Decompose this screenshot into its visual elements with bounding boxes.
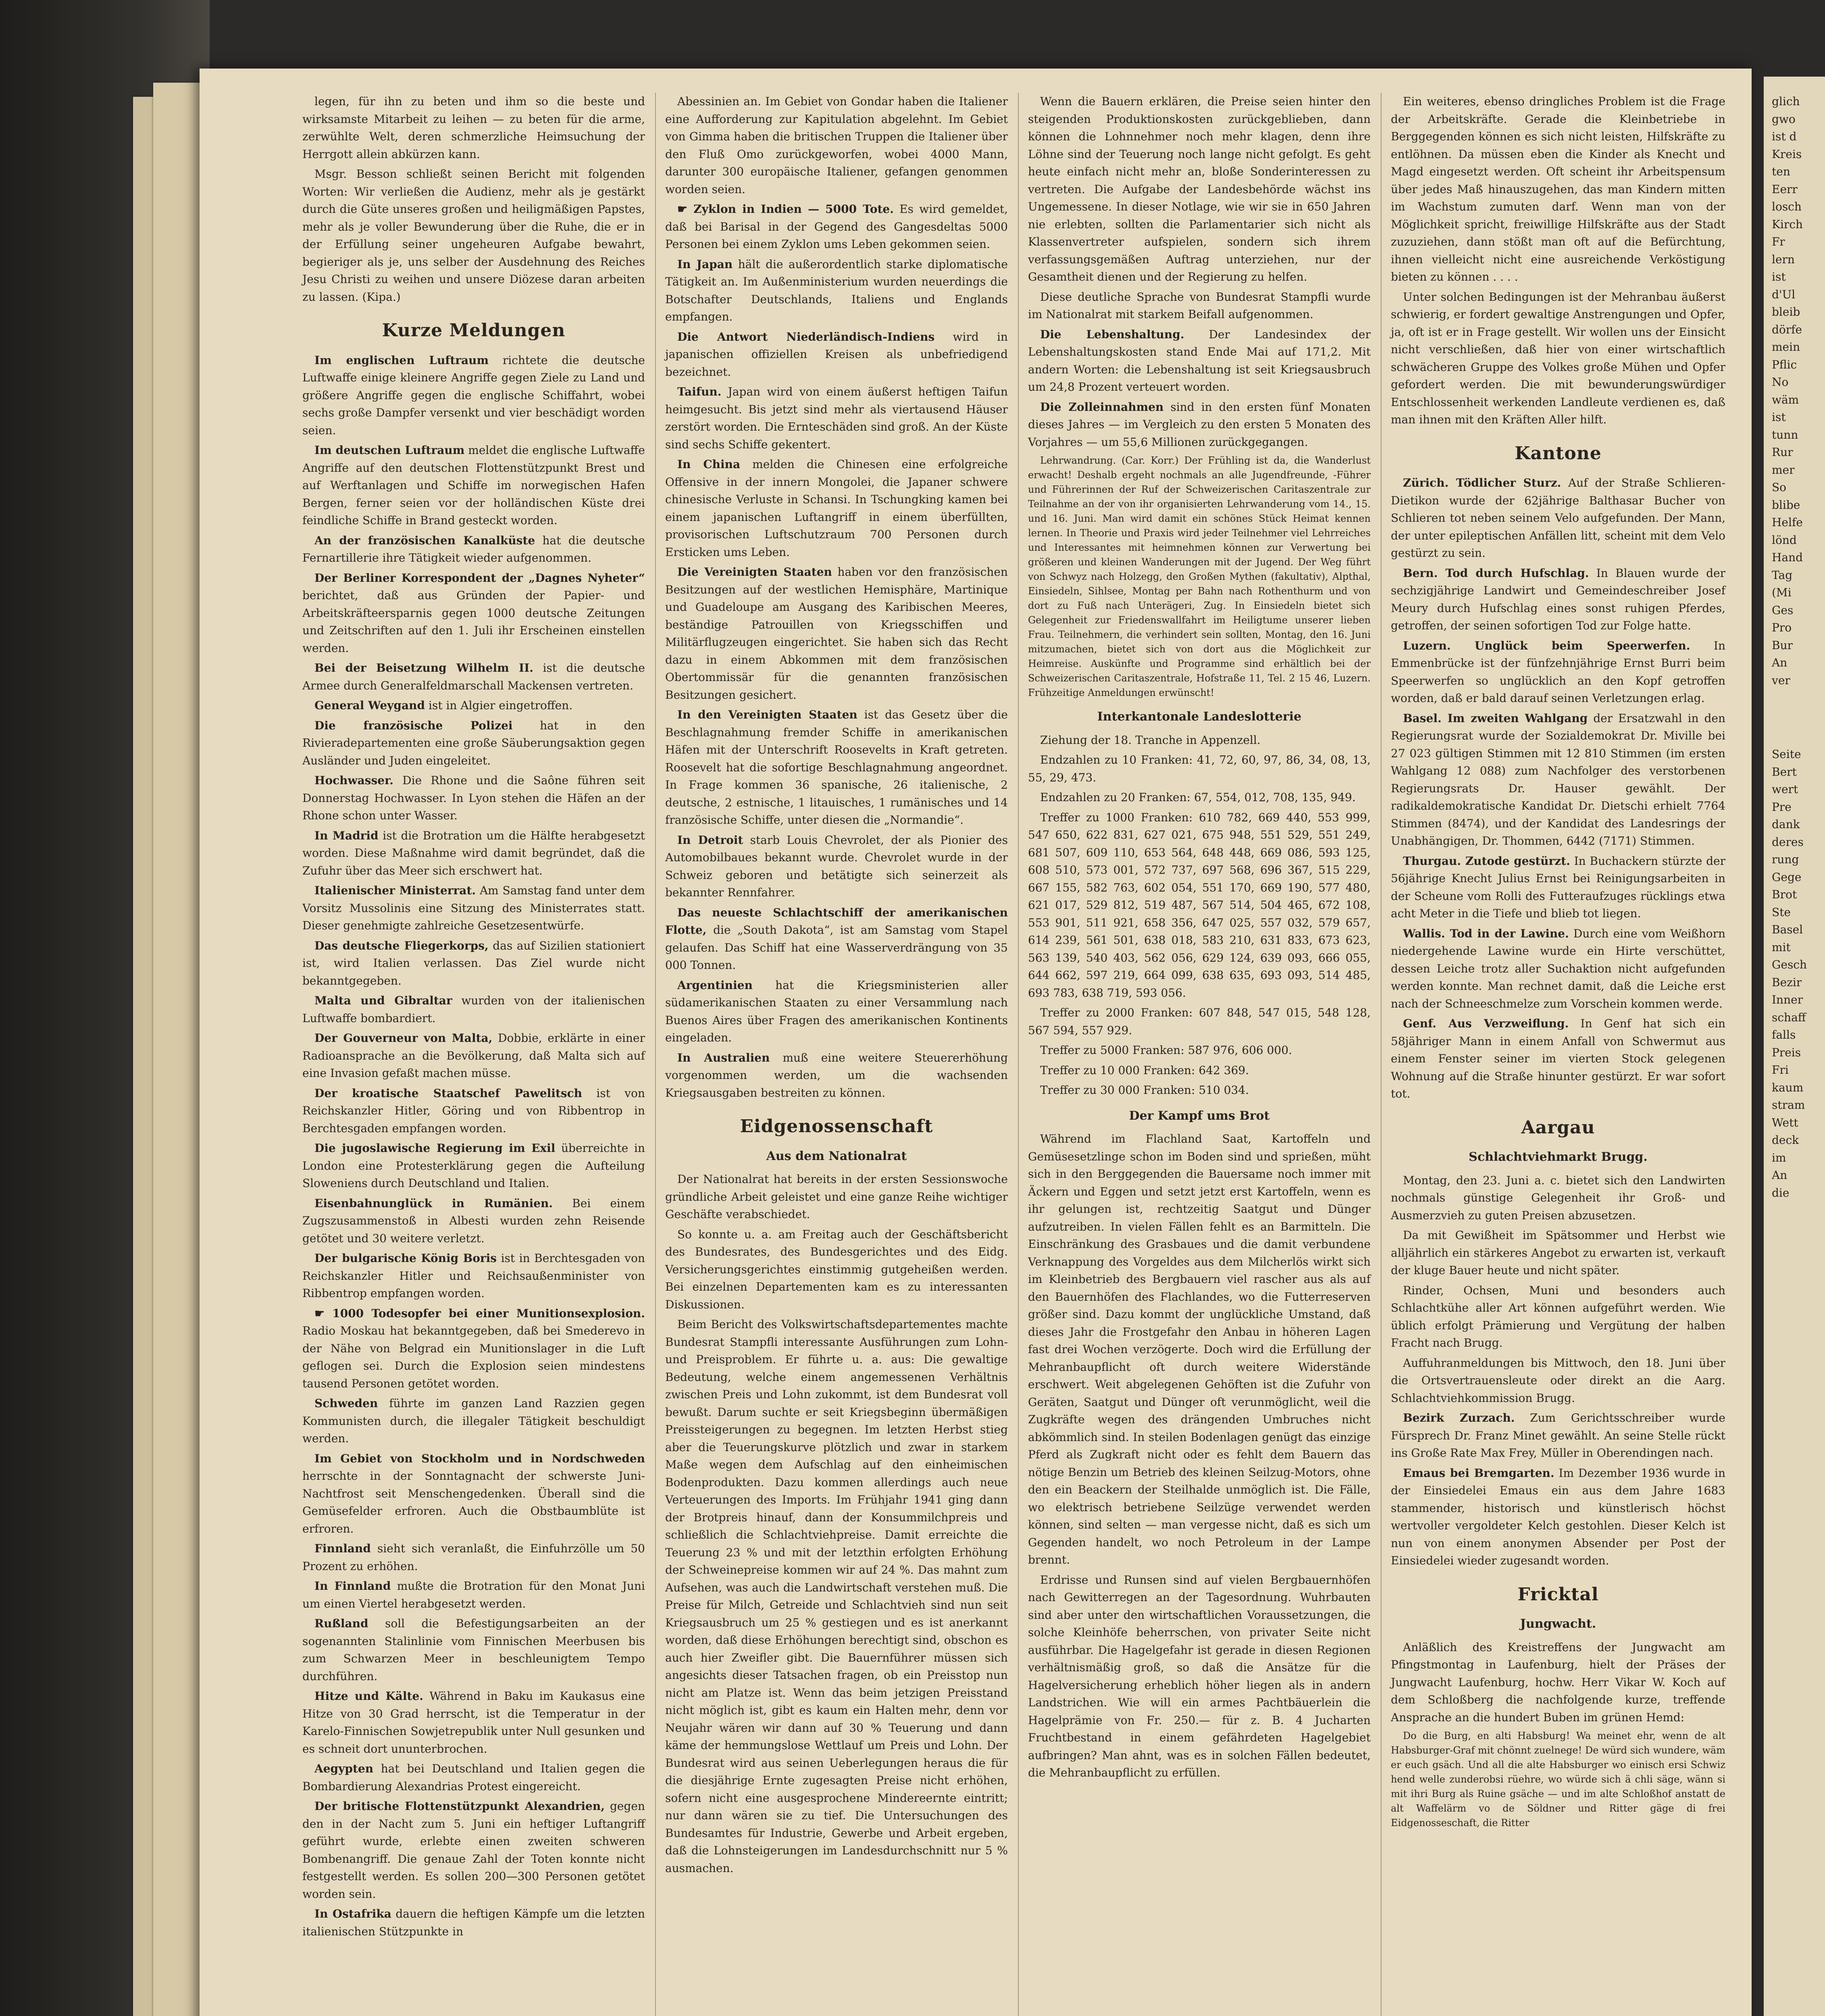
article-paragraph: Erdrisse und Runsen sind auf vielen Bergbauernhöfen nach Gewitterregen an der Tagesordnung. Wuhrbauten sind aber unter den wirtschaftlichen Voraussetzungen, die solche Kleinhöfe beherrschen, von privater Seite nicht ausführbar. Die Hagelgefahr ist gerade in diesen Regionen verhältnismäßig groß, so daß die Ansätze für die Hagelversicherung erheblich höher liegen als in andern Landstrichen. Wie will ein armes Pachtbäuerlein die Hagelprämie von Fr. 250.— für z. B. 4 Jucharten Fruchtbestand in einem gefährdeten Hagelgebiet aufbringen? Man ahnt, was es in solchen Fällen bedeutet, die Mehranbaupflicht zu erfüllen. — [1028, 1573, 1371, 1779]
news-item — [1391, 852, 1725, 923]
article-paragraph: Lehrwandrung. (Car. Korr.) Der Frühling ist da, die Wanderlust erwacht! Deshalb ergeht nochmals an alle Jugendfreunde, -Führer und Führerinnen der Ruf der Schweizerischen Caritaszentrale zur Teilnahme an der von ihr organisierten Lehrwanderung vom 14., 15. und 16. Juni. Man wird damit ein schönes Stück Heimat kennen lernen. In Theorie und Praxis wird jeder Teilnehmer viel Lehrreiches und Interessantes mit heimnehmen können zur Verwertung bei größeren und kleinen Wanderungen mit der Jugend. Der Weg führt von Schwyz nach Holzegg, den Großen Mythen (fakultativ), Alpthal, Einsiedeln, Sihlsee, Montag per Bahn nach Rothenthurm und von dort zu Fuß nach Unterägeri, Zug. In Einsiedeln bietet sich Gelegenheit zur Friedenswallfahrt im Heiligtume unserer lieben Frau. Teilnehmern, die verhindert sein sollten, Montag, den 16. Juni mitzumachen, bietet sich von dort aus die Möglichkeit zur Heimreise. Auskünfte und Programme sind erhältlich bei der Schweizerischen Caritaszentrale, Hofstraße 11, Tel. 2 15 46, Luzern. Frühzeitige Anmeldungen erwünscht! — [1028, 455, 1371, 698]
news-item — [302, 1395, 645, 1447]
news-item — [302, 1905, 645, 1940]
news-item-text: hat in den Rivieradepartementen eine große Säuberungsaktion gegen Ausländer und Juden eingeleitet. — [302, 719, 645, 767]
news-item-text: muß eine weitere Steuererhöhung vorgenommen werden, um die wachsenden Kriegsausgaben bestreiten zu können. — [665, 1051, 1008, 1100]
lottery-line: Treffer zu 30 000 Franken: 510 034. — [1040, 1083, 1249, 1097]
article-paragraph: legen, für ihn zu beten und ihm so die beste und wirksamste Mitarbeit zu leihen — zu beten für die arme, zerwühlte Welt, deren schmerzliche Heimsuchung der Herrgott allein abkürzen kann. — [302, 95, 645, 161]
news-item — [302, 937, 645, 990]
page-edge — [153, 83, 206, 2016]
news-item — [302, 532, 645, 567]
article-paragraph: Montag, den 23. Juni a. c. bietet sich den Landwirten nochmals günstige Gelegenheit ihr Groß- und Ausmerzvieh zu guten Preisen abzusetzen. — [1391, 1173, 1725, 1222]
next-page-line: Kreis — [1772, 147, 1802, 161]
news-item — [1391, 1015, 1725, 1103]
news-item-lead: Die Antwort Niederländisch-Indiens — [677, 330, 935, 344]
news-item-text: wird in japanischen offiziellen Kreisen als unbefriedigend bezeichnet. — [665, 330, 1008, 379]
next-page-text — [1764, 689, 1825, 1202]
next-page-line: schaff — [1772, 1010, 1806, 1024]
news-item — [1391, 710, 1725, 850]
news-item-lead: Der bulgarische König Boris — [314, 1252, 497, 1265]
next-page-line: rung — [1772, 853, 1799, 866]
news-item-lead: General Weygand — [314, 699, 425, 712]
news-list — [1391, 474, 1725, 1103]
news-item-lead: In den Vereinigten Staaten — [677, 708, 857, 721]
article-paragraph: Diese deutliche Sprache von Bundesrat Stampfli wurde im Nationalrat mit starkem Beifall aufgenommen. — [1028, 290, 1371, 321]
news-item — [1391, 1409, 1725, 1462]
column-rule — [1018, 93, 1019, 2016]
news-item-lead: Die Lebenshaltung. — [1040, 327, 1184, 341]
news-item-text: hat die deutsche Fernartillerie ihre Tätigkeit wieder aufgenommen. — [302, 533, 645, 564]
news-item-text: Die Rhone und die Saône führen seit Donnerstag Hochwasser. In Lyon stehen die Häfen an der Rhone schon unter Wasser. — [302, 774, 645, 822]
news-list — [1028, 326, 1371, 451]
news-item — [665, 706, 1008, 829]
news-item-text: gegen den in der Nacht zum 5. Juni ein heftiger Luftangriff geführt wurde, erlebte einen zweiten schweren Bombenangriff. Die genaue Zahl der Toten konnte nicht festgestellt werden. Es sollen 200—300 Personen getötet worden sein. — [302, 1799, 645, 1901]
news-item — [302, 659, 645, 694]
news-item — [302, 697, 645, 714]
news-item — [302, 1305, 645, 1393]
news-item — [302, 569, 645, 657]
news-item-lead: In Ostafrika — [314, 1907, 391, 1920]
news-item — [665, 831, 1008, 902]
news-item-text: Durch eine vom Weißhorn niedergehende Lawine wurde ein Hirte verschüttet, dessen Leiche trotz aller Suchaktion nicht aufgefunden werden konnte. Man rechnet damit, daß die Leiche erst nach der Schneeschmelze zum Vorschein kommen werde. — [1391, 927, 1725, 1010]
news-item-text: die „South Dakota“, ist am Samstag vom Stapel gelaufen. Das Schiff hat eine Wasserverdrängung von 35 000 Tonnen. — [665, 923, 1008, 972]
lottery-line: Treffer zu 10 000 Franken: 642 369. — [1040, 1063, 1249, 1077]
news-item-lead: Hochwasser. — [314, 774, 394, 787]
next-page-line: d'Ul — [1772, 287, 1796, 301]
next-page-line: No — [1772, 375, 1789, 389]
news-item — [302, 1029, 645, 1082]
news-item-lead: Die jugoslawische Regierung im Exil — [314, 1141, 556, 1155]
next-page-line: Fri — [1772, 1063, 1789, 1077]
next-page-line: tunn — [1772, 428, 1798, 442]
next-page-line: glich — [1772, 95, 1800, 108]
news-item-lead: In Japan — [677, 257, 733, 271]
news-item-text: mußte die Brotration für den Monat Juni um einen Viertel herabgesetzt werden. — [302, 1579, 645, 1610]
news-item-lead: In Australien — [677, 1051, 770, 1064]
next-page-line: Bezir — [1772, 975, 1802, 989]
news-item-lead: Thurgau. Zutode gestürzt. — [1403, 854, 1570, 868]
next-page-line: ver — [1772, 673, 1790, 687]
news-item — [665, 256, 1008, 326]
news-item-text: richtete die deutsche Luftwaffe einige kleinere Angriffe gegen Ziele zu Land und größere Angriffe gegen die englische Schiffahrt, wobei sechs große Dampfer versenkt und vier beschädigt worden seien. — [302, 353, 645, 437]
lottery-line: Endzahlen zu 20 Franken: 67, 554, 012, 708, 135, 949. — [1040, 791, 1356, 804]
article-paragraph: Rinder, Ochsen, Muni und besonders auch Schlachtkühe aller Art können aufgeführt werden. Wie üblich erfolgt Prämierung und Vergütung der halben Fracht nach Brugg. — [1391, 1283, 1725, 1350]
article-paragraph: Anläßlich des Kreistreffens der Jungwacht am Pfingstmontag in Laufenburg, hielt der Präses der Jungwacht Laufenburg, hochw. Herr Vikar W. Koch auf dem Schloßberg die nachfolgende kurze, treffende Ansprache an die hundert Buben im grünen Hemd: — [1391, 1640, 1725, 1724]
article-paragraph: Wenn die Bauern erklären, die Preise seien hinter den steigenden Produktionskosten zurückgeblieben, dann können die Lohnnehmer noch mehr klagen, denn ihre Löhne sind der Teuerung noch lange nicht gefolgt. Es geht heute einfach nicht mehr an, bloße Sonderinteressen zu vertreten. Die Aufgabe der Landesbehörde wächst ins Ungemessene. In dieser Notlage, wie wir sie in 650 Jahren nie erlebten, sollten die Parlamentarier sich nicht als Klassenvertreter aufspielen, sondern sich ihrem verfassungsgemäßen Auftrag unterziehen, nur der Gesamtheit dienen und der Regierung zu helfen. — [1028, 95, 1371, 283]
section-heading: Kantone — [1515, 443, 1602, 464]
news-item-text: dauern die heftigen Kämpfe um die letzten italienischen Stützpunkte in — [302, 1907, 645, 1938]
article-paragraph: Unter solchen Bedingungen ist der Mehranbau äußerst schwierig, er fordert gewaltige Anstrengungen und Opfer, ja, oft ist er in Frage gestellt. Wir wollen uns der Einsicht nicht verschließen, daß hier von einer wirtschaftlich schwächeren Gruppe des Volkes große Mühen und Opfer gefordert werden. Die mit bewunderungswürdiger Entschlossenheit werkenden Landleute verdienen es, daß man ihnen mit den Kräften Aller hilft. — [1391, 290, 1725, 426]
news-item — [302, 1250, 645, 1302]
news-item-lead: In Finnland — [314, 1579, 391, 1593]
news-item-lead: ☛ 1000 Todesopfer bei einer Munitionsexplosion. — [314, 1306, 645, 1320]
lottery-line: Ziehung der 18. Tranche in Appenzell. — [1040, 733, 1261, 747]
news-item-text: hält die außerordentlich starke diplomatische Tätigkeit an. Im Außenministerium wurden neuerdings die Botschafter Deutschlands, Italiens und Englands empfangen. — [665, 257, 1008, 323]
news-item-lead: Aegypten — [314, 1762, 374, 1775]
news-list — [302, 352, 645, 1941]
next-page-line: Preis — [1772, 1045, 1801, 1059]
subheading: Interkantonale Landeslotterie — [1097, 710, 1302, 724]
news-item-lead: Bezirk Zurzach. — [1403, 1411, 1515, 1425]
news-item-lead: Malta und Gibraltar — [314, 994, 452, 1007]
news-item-text: Abessinien an. Im Gebiet von Gondar haben die Italiener eine Aufforderung zur Kapitulation abgelehnt. Im Gebiet von Gimma haben die britischen Truppen die Italiener über den Fluß Omo zurückgeworfen, wobei 4000 Mann, darunter 300 europäische Italiener, gefangen genommen worden seien. — [665, 95, 1008, 196]
news-list — [1391, 1409, 1725, 1570]
lottery-results — [1028, 731, 1371, 1099]
news-item — [1391, 925, 1725, 1013]
news-item-lead: Die Zolleinnahmen — [1040, 400, 1164, 414]
news-item-text: starb Louis Chevrolet, der als Pionier des Automobilbaues bekannt wurde. Chevrolet wurde in der Schweiz geboren und betätigte sich seinerzeit als bekannter Rennfahrer. — [665, 833, 1008, 899]
news-item-text: ist von Reichskanzler Hitler, Göring und von Ribbentrop in Berchtesgaden empfangen worden. — [302, 1086, 645, 1135]
next-page-line: An — [1772, 1168, 1788, 1182]
next-page-line: An — [1772, 656, 1788, 669]
news-item — [665, 200, 1008, 253]
news-item-text: wurden von der italienischen Luftwaffe bombardiert. — [302, 994, 645, 1025]
next-page-line: Rur — [1772, 446, 1793, 459]
lottery-line: Treffer zu 5000 Franken: 587 976, 606 000. — [1040, 1043, 1292, 1057]
next-page-line: Pflic — [1772, 358, 1797, 371]
news-item-text: In Genf hat sich ein 58jähriger Mann in einem Anfall von Schwermut aus einem Fenster seiner im vierten Stock gelegenen Wohnung auf die Straße hinunter gestürzt. Er war sofort tot. — [1391, 1017, 1725, 1100]
news-item-lead: Genf. Aus Verzweiflung. — [1403, 1017, 1569, 1030]
news-list — [665, 93, 1008, 1102]
section-heading: Aargau — [1521, 1117, 1595, 1138]
subheading: Der Kampf ums Brot — [1129, 1108, 1270, 1123]
next-page-line: lern — [1772, 252, 1795, 266]
news-item — [302, 827, 645, 880]
news-item-text: ist die deutsche Armee durch Generalfeldmarschall Mackensen vertreten. — [302, 661, 645, 692]
news-item-lead: Der Berliner Korrespondent der „Dagnes Nyheter“ — [314, 571, 645, 585]
news-item-lead: Das neueste Schlachtschiff der amerikanischen Flotte, — [665, 906, 1008, 937]
news-item-lead: Finnland — [314, 1542, 371, 1555]
news-item — [665, 93, 1008, 198]
next-page-text — [1764, 77, 1825, 689]
news-item-text: Dobbie, erklärte in einer Radioansprache an die Bevölkerung, daß Malta sich auf eine Invasion gefaßt machen müsse. — [302, 1031, 645, 1080]
next-page-line: Bur — [1772, 638, 1793, 652]
news-item-lead: Der Gouverneur von Malta, — [314, 1031, 493, 1045]
news-item — [302, 1577, 645, 1612]
next-page-line: Basel — [1772, 923, 1803, 936]
news-item-text: ist in Berchtesgaden von Reichskanzler Hitler und Reichsaußenminister von Ribbentrop empfangen worden. — [302, 1252, 645, 1300]
news-item — [665, 1049, 1008, 1102]
news-item-text: Auf der Straße Schlieren-Dietikon wurde der 62jährige Balthasar Bucher von Schlieren tot neben seinem Velo aufgefunden. Der Mann, der unter epileptischen Anfällen litt, scheint mit dem Velo gestürzt zu sein. — [1391, 476, 1725, 560]
news-item-lead: Im Gebiet von Stockholm und in Nordschweden — [314, 1452, 645, 1465]
article-paragraph: Der Nationalrat hat bereits in der ersten Sessionswoche gründliche Arbeit geleistet und eine ganze Reihe wichtiger Geschäfte verabschiedet. — [665, 1173, 1008, 1221]
news-item — [302, 1760, 645, 1795]
news-item-lead: Bei der Beisetzung Wilhelm II. — [314, 661, 534, 675]
next-page-line: falls — [1772, 1028, 1796, 1041]
news-item — [1391, 564, 1725, 635]
article-paragraph: Während im Flachland Saat, Kartoffeln und Gemüsesetzlinge schon im Boden sind und sprießen, müht sich in den Berggegenden die Bauersame noch immer mit Äckern und Eggen und setzt jetzt erst Kartoffeln, wenn es ihr gelungen ist, rechtzeitig Saatgut und Dünger aufzutreiben. In vielen Fällen fehlt es an Barmitteln. Die Einschränkung des Grasbaues und die damit verbundene Verknappung des Vorgeldes aus dem Milcherlös wirkt sich im Kleinbetrieb des Bergbauern viel rascher aus als auf den Bauernhöfen des Flachlandes, wo die Futterreserven größer sind. Dazu kommt der unglückliche Umstand, daß dieses Jahr die Frostgefahr den Anbau in höheren Lagen fast drei Wochen verzögerte. Doch wird die Erfüllung der Mehranbaupflicht oft durch weitere Widerstände erschwert. Weit abgelegenen Gehöften ist die Zufuhr von Geräten, Saatgut und Dünger oft verunmöglicht, weil die Zugkräfte wegen des drängenden Umbruches nicht abkömmlich sind. In steilen Bodenlagen genügt das einzige Pferd als Zugkraft nicht oder es fehlt dem Bauern das nötige Benzin um Betrieb des kleinen Seilzug-Motors, ohne den ein Beackern der Steilhalde unmöglich ist. Die Fälle, wo elektrisch betriebene Seilzüge verwendet werden können, sind selten — man vergesse nicht, daß es sich um Gegenden handelt, wo noch Petroleum in der Lampe brennt. — [1028, 1132, 1371, 1566]
news-item-text: In Buchackern stürzte der 56jährige Knecht Julius Ernst bei Reinigungsarbeiten in der Scheune vom Rolli des Futteraufzuges rücklings etwa acht Meter in die Tiefe und blieb tot liegen. — [1391, 854, 1725, 920]
news-item-lead: Schweden — [314, 1397, 378, 1410]
next-page-line: Kirch — [1772, 217, 1803, 231]
next-page-line: Bert — [1772, 765, 1797, 779]
article-paragraph: Ein weiteres, ebenso dringliches Problem ist die Frage der Arbeitskräfte. Gerade die Kleinbetriebe in Berggegenden können es sich nicht leisten, Hilfskräfte zu entlöhnen. Da müssen eben die Kinder als Knecht und Magd eingesetzt werden. Oft scheint ihr Arbeitspensum über jedes Maß hinauszugehen, das man Kindern mitten im Wachstum zumuten darf. Wenn man von der Möglichkeit spricht, freiwillige Hilfskräfte aus der Stadt zuzuziehen, dann stößt man oft auf die Befürchtung, ihnen vielleicht nicht eine ausreichende Verköstigung bieten zu können . . . . — [1391, 95, 1725, 283]
next-page-line: Wett — [1772, 1116, 1798, 1129]
news-item — [302, 1540, 645, 1575]
subheading: Jungwacht. — [1520, 1617, 1596, 1631]
news-item — [1391, 1464, 1725, 1570]
news-item — [302, 1615, 645, 1685]
news-item-text: ist die Brotration um die Hälfte herabgesetzt worden. Diese Maßnahme wird damit begründet, daß die Zufuhr über das Meer sich erschwert hat. — [302, 829, 645, 877]
next-page-line: dank — [1772, 818, 1800, 831]
news-item-text: In Blauen wurde der sechzigjährige Landwirt und Gemeindeschreiber Josef Meury durch Hufschlag eines sonst ruhigen Pferdes, getroffen, der seinen sofortigen Tod zur Folge hatte. — [1391, 566, 1725, 632]
next-page-line: gwo — [1772, 112, 1796, 126]
news-item — [665, 904, 1008, 974]
news-item-lead: Im deutschen Luftraum — [314, 444, 465, 457]
news-item-text: Während in Baku im Kaukasus eine Hitze von 30 Grad herrscht, ist die Temperatur in der Karelo-Finnischen Sowjetrepublik unter Null gesunken und es schneit dort ununterbrochen. — [302, 1689, 645, 1756]
news-item-lead: Wallis. Tod in der Lawine. — [1403, 927, 1569, 940]
news-item — [302, 1450, 645, 1538]
news-item — [665, 563, 1008, 704]
next-page-line: losch — [1772, 200, 1802, 213]
next-page-line: Pre — [1772, 800, 1792, 814]
news-item — [1391, 637, 1725, 707]
news-item — [1028, 326, 1371, 396]
news-item-text: sieht sich veranlaßt, die Einfuhrzölle um 50 Prozent zu erhöhen. — [302, 1542, 645, 1573]
news-item-lead: Der kroatische Staatschef Pawelitsch — [314, 1086, 583, 1100]
next-page-line: deck — [1772, 1133, 1799, 1147]
news-item-text: Es wird gemeldet, daß bei Barisal in der Gegend des Gangesdeltas 5000 Personen bei einem Zyklon ums Leben gekommen seien. — [665, 202, 1008, 251]
next-page-line: Seite — [1772, 748, 1801, 761]
news-item-lead: An der französischen Kanalküste — [314, 533, 535, 547]
news-item-lead: Hitze und Kälte. — [314, 1689, 424, 1703]
next-page-line: bleib — [1772, 305, 1800, 319]
next-page-line: (Mi — [1772, 586, 1792, 599]
next-page-line: Inner — [1772, 993, 1803, 1006]
next-page-line: im — [1772, 1151, 1786, 1164]
subheading: Aus dem Nationalrat — [766, 1149, 907, 1163]
next-page-line: wäm — [1772, 393, 1799, 406]
news-item — [302, 1797, 645, 1903]
next-page-line: So — [1772, 481, 1787, 494]
column-3 — [1028, 93, 1371, 1784]
next-page-line: blibe — [1772, 498, 1800, 512]
news-item-lead: Taifun. — [677, 385, 722, 398]
news-item — [302, 352, 645, 439]
next-page-line: Tag — [1772, 568, 1793, 582]
next-page-line: lönd — [1772, 533, 1797, 547]
news-item — [665, 456, 1008, 561]
next-page-line: Ges — [1772, 603, 1794, 617]
next-page-line: Brot — [1772, 888, 1797, 901]
article-paragraph: Msgr. Besson schließt seinen Bericht mit folgenden Worten: Wir verließen die Audienz, mehr als je gestärkt durch die Güte unseres großen und heiligmäßigen Papstes, mehr als je voller Bewunderung über die Ruhe, die er in der Erfüllung seiner ungeheuren Aufgabe bewahrt, begieriger als je, uns selber der Ausdehnung des Reiches Jesu Christi zu weihen und unsere Diözese daran arbeiten zu lassen. (Kipa.) — [302, 167, 645, 304]
news-item-text: Radio Moskau hat bekanntgegeben, daß bei Smederevo in der Nähe von Belgrad ein Munitionslager in die Luft geflogen sei. Durch die Explosion seien mindestens tausend Personen getötet worden. — [302, 1324, 645, 1390]
dialect-paragraph: Do die Burg, en alti Habsburg! Wa meinet ehr, wenn de alt Habsburger-Graf mit chönnt zuelnege! De würd sich wundere, wäm er euch gsäch. Und all die alte Habsburger wo einisch ersi Schwiz hend welle zunderobsi rüehre, wo würde sich ä chli säge, wänn si mit ihri Burg als Ruine gsäche — und im alte Schloßhof anstatt de alt Waffelärm vo de Söldner und Ritter gäge di frei Eidgenosseschaft, die Ritter — [1391, 1730, 1725, 1829]
news-item-text: Der Landesindex der Lebenshaltungskosten stand Ende Mai auf 171,2. Mit andern Worten: die Lebenshaltung ist seit Kriegsausbruch um 24,8 Prozent verteuert worden. — [1028, 327, 1371, 394]
next-page-line: mein — [1772, 340, 1800, 354]
next-page-line: dörfe — [1772, 323, 1802, 336]
article-body — [1391, 1172, 1725, 1407]
news-item-lead: Im englischen Luftraum — [314, 353, 489, 367]
news-item-text: Japan wird von einem äußerst heftigen Taifun heimgesucht. Bis jetzt sind mehr als viertausend Häuser zerstört worden. Die Ernteschäden sind groß. An der Küste sind sechs Schiffe gekentert. — [665, 385, 1008, 451]
section-heading: Fricktal — [1517, 1584, 1599, 1605]
news-item — [302, 772, 645, 825]
next-page-edge — [1764, 77, 1825, 2016]
news-item-text: ist in Algier eingetroffen. — [425, 699, 573, 712]
news-item-text: der Ersatzwahl in den Regierungsrat wurde der Sozialdemokrat Dr. Miville bei 27 023 gültigen Stimmen mit 12 810 Stimmen (im ersten Wahlgang 12 088) zum Nachfolger des verstorbenen Regierungsrats Dr. Hauser gewählt. Der radikaldemokratische Kandidat Dr. Dietschi erhielt 7764 Stimmen (8474), und der Kandidat des Landesrings der Unabhängigen, Dr. Thommen, 6442 (7171) Stimmen. — [1391, 711, 1725, 848]
news-item-text: sind in den ersten fünf Monaten dieses Jahres — im Vergleich zu den ersten 5 Monaten des Vorjahres — um 55,6 Millionen zurückgegangen. — [1028, 400, 1371, 449]
news-item-text: In Emmenbrücke ist der fünfzehnjährige Ernst Burri beim Speerwerfen so unglücklich an den Kopf getroffen worden, daß er bald darauf seinen Verletzungen erlag. — [1391, 639, 1725, 705]
lottery-line: Treffer zu 2000 Franken: 607 848, 547 015, 548 128, 567 594, 557 929. — [1028, 1006, 1371, 1037]
news-item — [302, 1139, 645, 1192]
news-item — [302, 717, 645, 770]
news-item-lead: In China — [677, 458, 741, 471]
next-page-line: die — [1772, 1186, 1790, 1200]
next-page-line: deres — [1772, 835, 1804, 849]
next-page-line: ten — [1772, 165, 1790, 178]
news-item-lead: Argentinien — [677, 978, 753, 992]
news-item — [665, 328, 1008, 381]
news-item-lead: Das deutsche Fliegerkorps, — [314, 939, 489, 952]
news-item — [302, 992, 645, 1027]
news-item-text: ist das Gesetz über die Beschlagnahmung fremder Schiffe in amerikanischen Häfen mit der Unterschrift Roosevelts in Kraft getreten. Roosevelt hat die sofortige Beschlagnahmung angeordnet. In Frage kommen 36 spanische, 26 italienische, 2 deutsche, 2 estnische, 1 litauisches, 1 rumänisches und 14 französische Schiffe, unter diesen die „Normandie“. — [665, 708, 1008, 827]
news-item — [1391, 474, 1725, 562]
next-page-line: kaum — [1772, 1081, 1804, 1094]
column-2 — [665, 93, 1008, 1879]
news-item-text: hat bei Deutschland und Italien gegen die Bombardierung Alexandrias Protest eingereicht. — [302, 1762, 645, 1793]
news-item-text: hat die Kriegsministerien aller südamerikanischen Staaten zu einer Versammlung nach Buenos Aires über Fragen des amerikanischen Kontinents eingeladen. — [665, 978, 1008, 1044]
article-paragraph: So konnte u. a. am Freitag auch der Geschäftsbericht des Bundesrates, des Bundesgerichtes und des Eidg. Versicherungsgerichtes einstimmig gutgeheißen werden. Bei einzelnen Departementen kam es zu interessanten Diskussionen. — [665, 1227, 1008, 1311]
news-item-lead: Zürich. Tödlicher Sturz. — [1403, 476, 1561, 489]
next-page-line: Fr — [1772, 235, 1785, 248]
news-item-lead: Die französische Polizei — [314, 719, 513, 732]
news-item-lead: Luzern. Unglück beim Speerwerfen. — [1403, 639, 1690, 652]
news-item — [302, 882, 645, 935]
news-item-text: Im Dezember 1936 wurde in der Einsiedelei Emaus ein aus dem Jahre 1683 stammender, historisch und künstlerisch höchst wertvoller vergoldeter Kelch gestohlen. Dieser Kelch ist nun von einem anonymen Absender per Post der Einsiedelei wieder zugesandt worden. — [1391, 1466, 1725, 1567]
next-page-line: Gege — [1772, 870, 1802, 884]
column-4 — [1391, 93, 1725, 1833]
next-page-line: ist — [1772, 410, 1786, 424]
article-paragraph: Beim Bericht des Volkswirtschaftsdepartementes machte Bundesrat Stampfli interessante Ausführungen zum Lohn- und Preisproblem. Er führte u. a. aus: Die gewaltige Bedeutung, welche einem angemessenen Verhältnis zwischen Preis und Lohn zukommt, ist dem Bundesrat voll bewußt. Darum suchte er seit Kriegsbeginn übermäßigen Preissteigerungen zu begegnen. Im letzten Herbst stieg aber die Teuerungskurve plötzlich und zwar in starkem Maße wegen dem Aufschlag auf den einheimischen Bodenprodukten. Dazu kommen allerdings auch neue Verteuerungen des Imports. Im Frühjahr 1941 ging dann der Brotpreis hinauf, dann der Konsummilchpreis und schließlich die Schlachtviehpreise. Damit erreichte die Teuerung 23 % und mit der letzthin erfolgten Erhöhung der Schweinepreise kommen wir auf 24 %. Das mahnt zum Aufsehen, was auch die Landwirtschaft verstehen muß. Die Preise für Milch, Getreide und Schlachtvieh sind nun seit Kriegsausbruch um 25 % gestiegen und es ist anerkannt worden, daß diese Erhöhungen berechtigt sind, obschon es auch hier Zweifler gibt. Die Bauernführer müssen sich angesichts dieser Tatsachen fragen, ob ein Preisstop nun nicht am Platze ist. Wenn das beim jetzigen Preisstand nicht möglich ist, gibt es kaum ein Halten mehr, denn vor Neujahr wären wir dann auf 30 % Teuerung und dann käme der hemmungslose Wettlauf um Preis und Lohn. Der Bundesrat wird aus seinen Ueberlegungen heraus die für die diesjährige Ernte zugesagten Preise nicht erhöhen, sofern nicht eine ausgesprochene Mindereernte eintritt; nur dann wären sie zu tief. Die Untersuchungen des Bundesamtes für Industrie, Gewerbe und Arbeit ergeben, daß die Lohnsteigerungen im Landesdurchschnitt nur 5 % ausmachen. — [665, 1318, 1008, 1875]
news-item-lead: Eisenbahnunglück in Rumänien. — [314, 1196, 553, 1210]
news-item — [302, 1195, 645, 1248]
news-item-text: berichtet, daß aus Gründen der Papier- und Arbeitskräfteersparnis gegen 1000 deutsche Zeitungen und Zeitschriften auf den 1. Juli ihr Erscheinen einstellen werden. — [302, 589, 645, 655]
lottery-line: Treffer zu 1000 Franken: 610 782, 669 440, 553 999, 547 650, 622 831, 627 021, 675 948, 551 529, 551 249, 681 507, 609 110, 653 564, 648 448, 669 086, 593 125, 608 510, 573 001, 572 737, 697 568, 696 367, 515 229, 667 155, 582 763, 602 054, 551 170, 669 190, 577 480, 621 017, 529 812, 519 487, 567 514, 504 465, 672 108, 553 901, 511 921, 658 356, 647 025, 557 032, 579 657, 614 239, 561 501, 638 018, 583 210, 631 833, 673 623, 563 139, 540 403, 562 056, 629 124, 639 093, 666 055, 644 662, 597 219, 664 099, 638 635, 693 093, 514 485, 693 783, 638 719, 593 056. — [1028, 810, 1371, 1000]
news-item-text: das auf Sizilien stationiert ist, wird Italien verlassen. Das Ziel wurde nicht bekanntgegeben. — [302, 939, 645, 987]
next-page-line: Ste — [1772, 905, 1791, 919]
next-page-line: Eerr — [1772, 182, 1798, 196]
news-item — [302, 1085, 645, 1137]
news-item-text: Bei einem Zugszusammenstoß in Albesti wurden zehn Reisende getötet und 30 weitere verletzt. — [302, 1196, 645, 1245]
next-page-line: wert — [1772, 783, 1798, 796]
subheading: Schlachtviehmarkt Brugg. — [1469, 1150, 1648, 1164]
news-item-text: herrschte in der Sonntagnacht der schwerste Juni-Nachtfrost seit Menschengedenken. Überall sind die Gemüsefelder erfroren. Auch die Obstbaumblüte ist erfroren. — [302, 1469, 645, 1535]
news-item — [665, 977, 1008, 1047]
news-item-lead: Der britische Flottenstützpunkt Alexandrien, — [314, 1799, 605, 1813]
section-heading: Kurze Meldungen — [382, 320, 566, 341]
next-page-line: Pro — [1772, 621, 1792, 634]
news-item — [302, 442, 645, 529]
next-page-line: ist — [1772, 270, 1786, 283]
news-item-text: haben vor den französischen Besitzungen auf der westlichen Hemisphäre, Martinique und Guadeloupe am Ausgang des Karibischen Meeres, beständige Patrouillen von Kriegsschiffen und Militärflugzeugen eingerichtet. Sie haben sich das Recht dazu in einem Abkommen mit dem französischen Obertommissär für die genannten französischen Besitzungen gesichert. — [665, 565, 1008, 702]
news-item-text: soll die Befestigungsarbeiten an der sogenannten Stalinlinie vom Finnischen Meerbusen bis zum Schwarzen Meer in beschleunigtem Tempo durchführen. — [302, 1617, 645, 1683]
news-item — [665, 383, 1008, 453]
next-page-line: mer — [1772, 463, 1795, 477]
column-rule — [655, 93, 656, 2016]
column-rule — [1381, 93, 1382, 2016]
news-item-text: Zum Gerichtsschreiber wurde Fürsprech Dr. Franz Minet gewählt. An seine Stelle rückt ins Große Rate Max Frey, Müller in Oberendingen nach. — [1391, 1411, 1725, 1460]
news-item-lead: In Detroit — [677, 833, 743, 847]
news-item — [302, 1687, 645, 1758]
news-item-text: Am Samstag fand unter dem Vorsitz Mussolinis eine Sitzung des Ministerrates statt. Dieser genehmigte zahlreiche Gesetzesentwürfe. — [302, 884, 645, 932]
next-page-line: Gesch — [1772, 958, 1807, 971]
section-heading: Eidgenossenschaft — [740, 1116, 933, 1137]
news-item-lead: Basel. Im zweiten Wahlgang — [1403, 711, 1588, 725]
next-page-line: Helfe — [1772, 516, 1803, 529]
article-paragraph: Auffuhranmeldungen bis Mittwoch, den 18. Juni über die Ortsvertrauensleute oder direkt an die Aarg. Schlachtviehkommission Brugg. — [1391, 1356, 1725, 1405]
news-item-lead: Italienischer Ministerrat. — [314, 884, 476, 897]
next-page-line: ist d — [1772, 130, 1797, 143]
news-item-lead: ☛ Zyklon in Indien — 5000 Tote. — [677, 202, 894, 216]
news-item-lead: Emaus bei Bremgarten. — [1403, 1466, 1554, 1480]
news-item-text: überreichte in London eine Protesterklärung gegen die Aufteilung Sloweniens durch Deutschland und Italien. — [302, 1141, 645, 1190]
lottery-line: Endzahlen zu 10 Franken: 41, 72, 60, 97, 86, 34, 08, 13, 55, 29, 473. — [1028, 753, 1371, 784]
next-page-line: stram — [1772, 1098, 1805, 1112]
news-item-lead: In Madrid — [314, 829, 379, 842]
news-item-lead: Bern. Tod durch Hufschlag. — [1403, 566, 1589, 580]
column-1 — [302, 93, 645, 1943]
news-item — [1028, 398, 1371, 451]
article-paragraph: Da mit Gewißheit im Spätsommer und Herbst wie alljährlich ein stärkeres Angebot zu erwarten ist, verkauft der kluge Bauer heute und nicht später. — [1391, 1229, 1725, 1277]
news-item-lead: Die Vereinigten Staaten — [677, 565, 832, 579]
next-page-line: mit — [1772, 940, 1791, 954]
news-item-text: meldet die englische Luftwaffe Angriffe auf den deutschen Flottenstützpunkt Brest und auf Werftanlagen und Schiffe im norwegischen Hafen Bergen, ferner seien vor der holländischen Küste drei feindliche Schiffe in Brand gesteckt worden. — [302, 444, 645, 527]
news-item-text: führte im ganzen Land Razzien gegen Kommunisten durch, die illegaler Tätigkeit beschuldigt werden. — [302, 1397, 645, 1445]
next-page-line: Hand — [1772, 551, 1803, 564]
news-item-text: melden die Chinesen eine erfolgreiche Offensive in der innern Mongolei, die Japaner schwere chinesische Verluste in Schansi. In Tschungking kamen bei einem japanischen Luftangriff in einem überfüllten, provisorischen Luftschutzraum 700 Personen durch Ersticken ums Leben. — [665, 458, 1008, 559]
news-item-lead: Rußland — [314, 1617, 368, 1630]
